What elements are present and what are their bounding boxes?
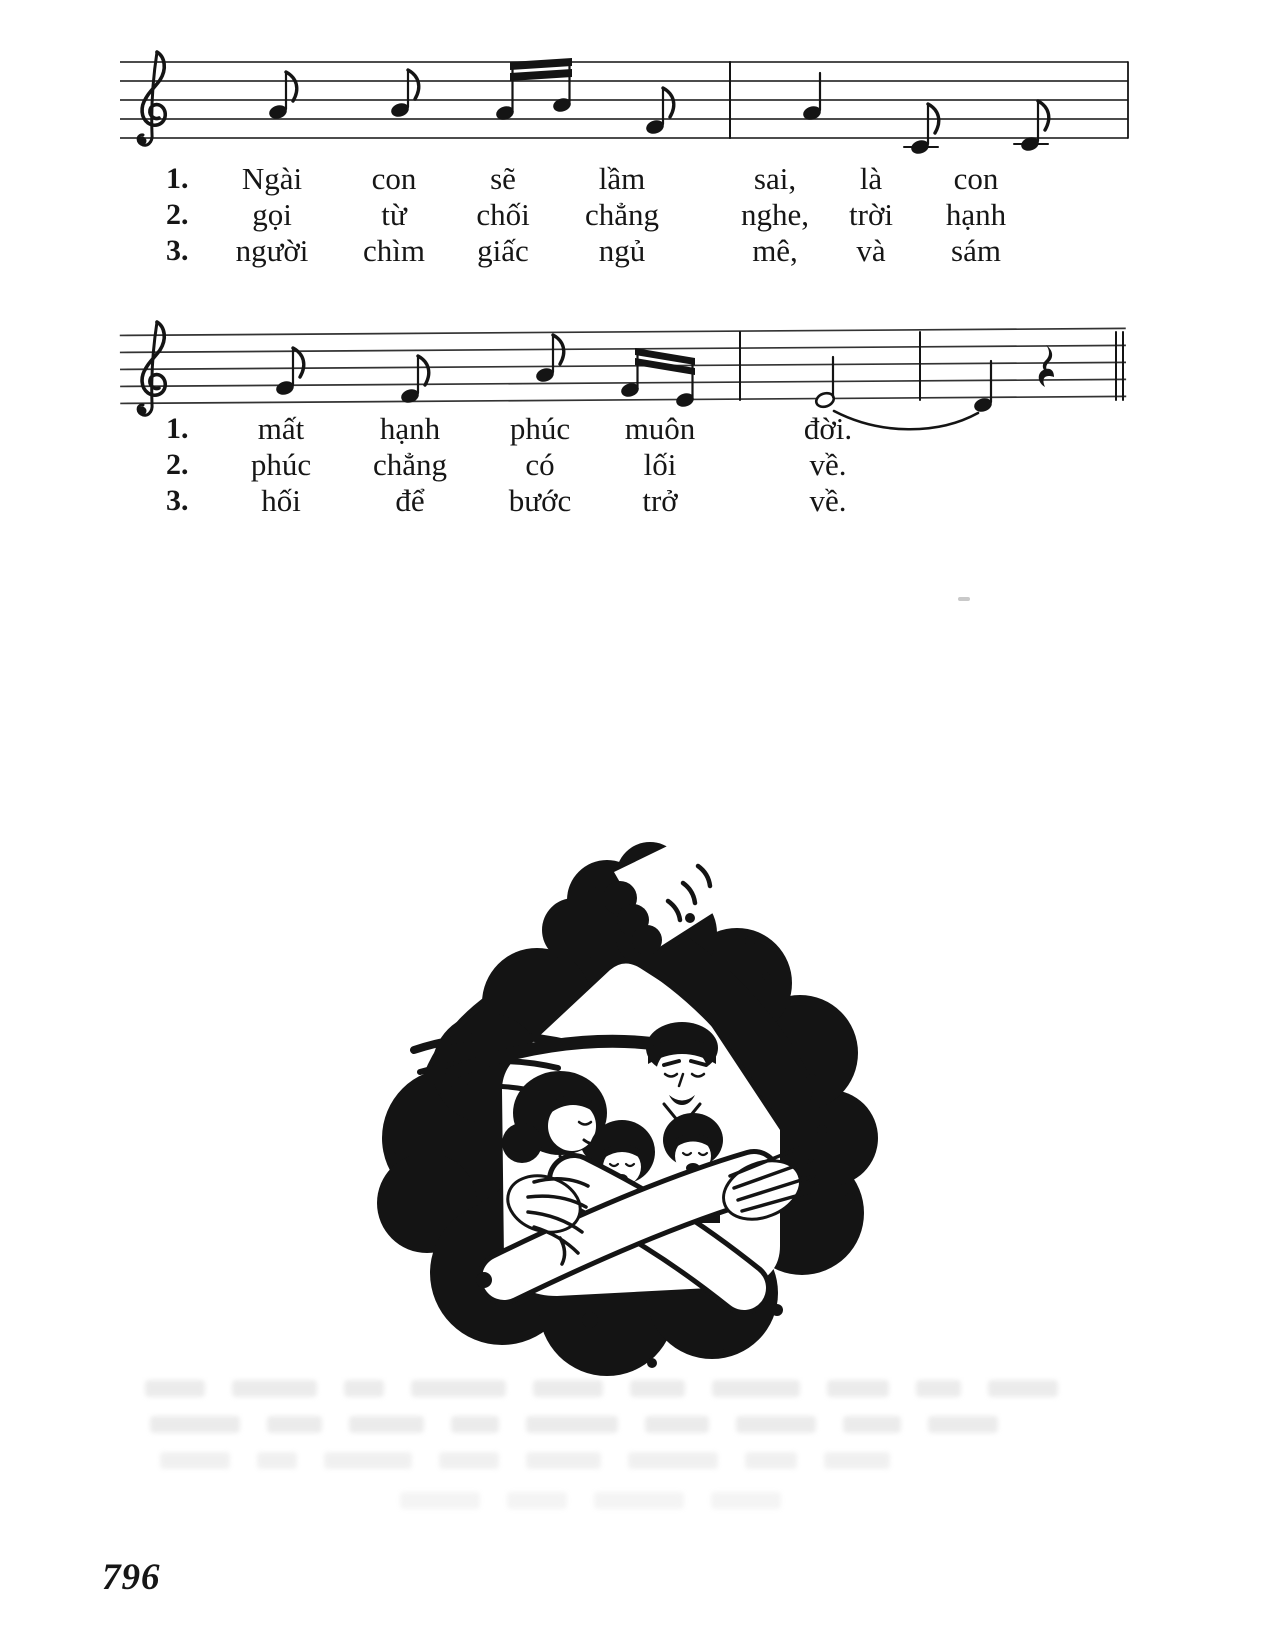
music-staff-1 bbox=[110, 40, 1150, 175]
lyric-word: từ bbox=[381, 197, 407, 232]
lyric-word: hối bbox=[261, 483, 301, 518]
lyric-word: có bbox=[525, 447, 555, 482]
lyric-word: giấc bbox=[477, 233, 529, 268]
lyric-word: con bbox=[953, 161, 999, 196]
verse-number: 2. bbox=[166, 448, 189, 481]
lyric-word: nghe, bbox=[740, 197, 810, 232]
lyric-word: bước bbox=[508, 483, 572, 518]
page-number: 796 bbox=[102, 1557, 161, 1598]
lyric-word: là bbox=[859, 161, 883, 196]
page-bleedthrough bbox=[150, 1416, 1160, 1436]
lyric-word: gọi bbox=[252, 197, 292, 232]
lyric-word: chối bbox=[476, 197, 530, 232]
verse-number: 3. bbox=[166, 484, 189, 517]
lyric-word: sai, bbox=[753, 161, 797, 196]
lyric-word: sám bbox=[951, 233, 1001, 268]
lyric-word: về. bbox=[809, 447, 847, 482]
lyric-word: trời bbox=[849, 197, 893, 232]
lyric-word: phúc bbox=[509, 411, 571, 446]
lyric-word: chìm bbox=[363, 233, 425, 268]
lyric-word: con bbox=[371, 161, 417, 196]
verse-number: 2. bbox=[166, 198, 189, 231]
lyric-word: hạnh bbox=[945, 197, 1007, 232]
lyric-word: Ngài bbox=[241, 161, 303, 196]
page-bleedthrough bbox=[400, 1492, 1275, 1512]
lyric-word: để bbox=[395, 483, 425, 518]
verse-number: 3. bbox=[166, 234, 189, 267]
lyric-word: sẽ bbox=[490, 161, 516, 196]
lyric-word: về. bbox=[809, 483, 847, 518]
lyric-word: mất bbox=[257, 411, 305, 446]
lyric-word: người bbox=[235, 233, 309, 268]
lyric-word: ngủ bbox=[598, 233, 646, 268]
notes-staff-1 bbox=[268, 58, 1128, 155]
treble-clef-icon bbox=[138, 52, 166, 146]
page-bleedthrough bbox=[145, 1380, 1155, 1400]
page-bleedthrough bbox=[160, 1452, 1170, 1472]
lyric-word: mê, bbox=[752, 233, 798, 268]
verse-number: 1. bbox=[166, 412, 189, 445]
lyric-word: muôn bbox=[624, 411, 696, 446]
staff-lines bbox=[120, 62, 1128, 138]
lyric-word: chẳng bbox=[584, 197, 660, 232]
lyric-word: và bbox=[856, 233, 886, 268]
verse-number: 1. bbox=[166, 162, 189, 195]
scan-speck bbox=[958, 597, 970, 601]
family-embrace-illustration bbox=[352, 808, 897, 1400]
lyric-word: trở bbox=[642, 483, 678, 518]
lyric-word: lối bbox=[643, 447, 677, 482]
lyric-word: phúc bbox=[250, 447, 312, 482]
lyric-word: đời. bbox=[803, 411, 853, 446]
lyric-word: lầm bbox=[598, 161, 646, 196]
lyric-word: hạnh bbox=[379, 411, 441, 446]
lyric-word: chẳng bbox=[372, 447, 448, 482]
